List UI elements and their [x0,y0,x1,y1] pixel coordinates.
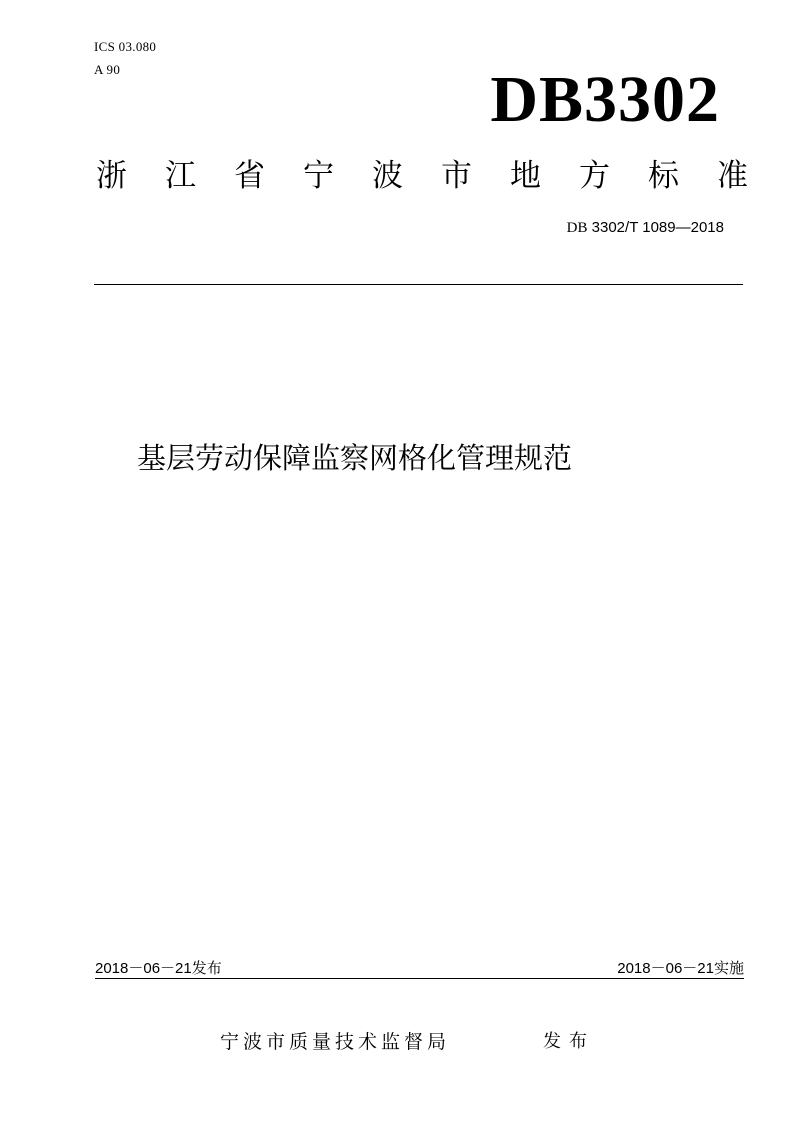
standard-number-prefix: DB [566,220,588,236]
standard-type-char: 波 [372,158,403,194]
standard-type-heading [96,154,748,198]
standard-number [567,218,724,238]
implement-label: 实施 [713,959,744,977]
document-title: 基层劳动保障监察网格化管理规范 [137,441,573,475]
implement-date [617,958,744,979]
release-date [95,958,222,979]
standard-type-char: 浙 [96,158,127,194]
standard-type-char: 方 [579,158,610,194]
standard-type-char: 宁 [303,158,334,194]
standard-number-code: 3302/T 1089—2018 [587,219,724,236]
issued-label: 发布 [543,1031,595,1052]
date-row [95,958,744,980]
standard-type-char: 标 [648,158,679,194]
ics-code: ICS 03.080 [94,39,157,54]
standard-type-char: 准 [717,158,748,194]
issuing-authority: 宁波市质量技术监督局 [220,1031,451,1053]
top-divider [94,284,743,285]
ccs-code: A 90 [94,62,121,77]
standard-type-char: 地 [510,158,541,194]
bottom-divider [95,978,744,979]
release-date-value: 2018－06－21 [95,960,192,977]
release-label: 发布 [191,959,222,977]
local-standard-code: DB3302 [490,63,720,136]
implement-date-value: 2018－06－21 [617,960,714,977]
standard-type-char: 省 [234,158,265,194]
standard-type-char: 江 [165,158,196,194]
standard-type-char: 市 [441,158,472,194]
